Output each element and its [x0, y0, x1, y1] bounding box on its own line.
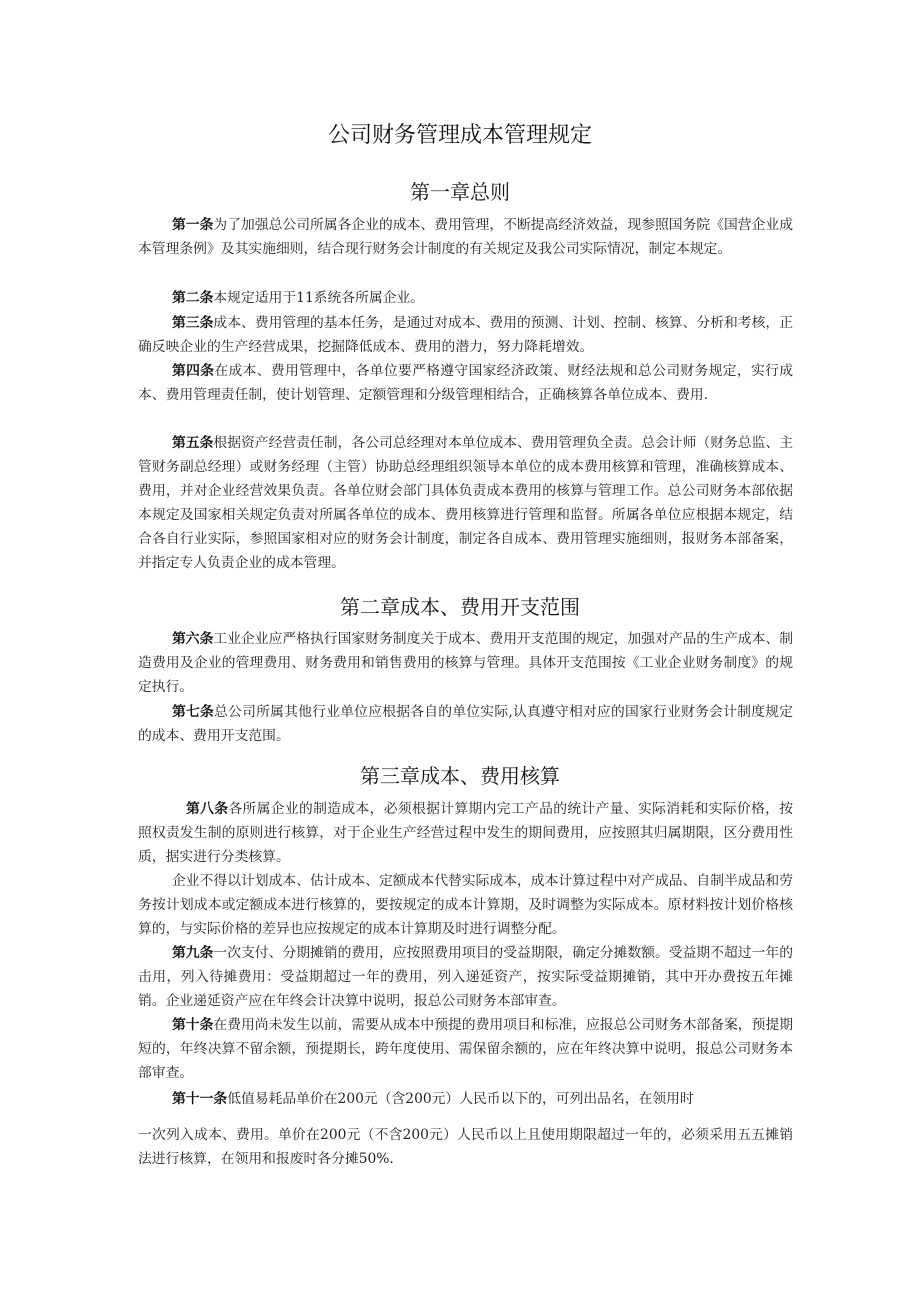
article-11: [138, 1087, 793, 1111]
article-10: [138, 1013, 793, 1085]
article-label: 第二条: [172, 290, 214, 306]
article-6: [138, 627, 793, 699]
article-2: [138, 286, 793, 310]
article-label: 第四条: [172, 363, 215, 379]
chapter-1-heading: 第一章总则: [410, 180, 510, 204]
article-text: 在成本、费用管理中，各单位要严格遵守国家经济政策、财经法规和总公司财务规定，实行成本、费用管理责任制，使计划管理、定额管理和分级管理相结合，正确核算各单位成本、费用.: [138, 363, 794, 403]
article-text: 企业不得以计划成本、估计成本、定额成本代替实际成本，成本计算过程中对产成品、自制半成品和劳务按计划成本或定额成本进行核算的，要按规定的成本计算期，及时调整为实际成本。原材料按计划价格核算的，与实际价格的差异也应按规定的成本计算期及时进行调整分配。: [138, 873, 793, 937]
article-label: 第一条: [172, 217, 214, 233]
article-text: 一次支付、分期摊销的费用，应按照费用项目的受益期限，确定分摊数额。受益期不超过一年的击用，列入待摊费用：受益期超过一年的费用，列入递延资产，按实际受益期摊销，其中开办费按五年摊销。企业递延资产应在年终会计决算中说明，报总公司财务本部审查。: [138, 945, 794, 1009]
article-text: 在费用尚未发生以前，需要从成本中预提的费用项目和标准，应报总公司财务木部备案，预提期短的，年终决算不留余额，预提期长，跨年度使用、需保留余额的，应在年终决算中说明，报总公司财务本部审查。: [138, 1017, 794, 1081]
article-text: 根据资产经营责任制，各公司总经理对本单位成本、费用管理负全责。总会计师（财务总监、主管财务副总经理）或财务经理（主管）协助总经理组织领导本单位的成本费用核算和管理，准确核算成本、费用，并对企业经营效果负责。各单位财会部门具体负责成本费用的核算与管理工作。总公司财务本部依据本规定及国家相关规定负责对所属各单位的成本、费用核算进行管理和监督。所属各单位应根据本规定，结合各自行业实际，参照国家相对应的财务会计制度，制定各自成本、费用管理实施细则，报财务本部备案，并指定专人负责企业的成本管理。: [138, 435, 794, 571]
article-8: [138, 797, 793, 869]
chapter-2-heading: 第二章成本、费用开支范围: [340, 595, 580, 619]
article-label: 第五条: [172, 435, 214, 451]
article-label: 第八条: [186, 801, 229, 817]
article-3: [138, 311, 793, 359]
article-text: 本规定适用于11系统各所属企业。: [213, 290, 425, 306]
article-label: 第十条: [172, 1017, 214, 1033]
article-label: 第三条: [172, 315, 214, 331]
article-text: 一次列入成本、费用。单价在200元（不含200元）人民币以上且使用期限超过一年的，必须采用五五摊销法进行核算，在领用和报废时各分摊50%.: [138, 1127, 793, 1167]
article-1: [138, 213, 793, 261]
article-label: 第九条: [172, 945, 214, 961]
article-9: [138, 941, 793, 1013]
article-text: 低值易耗品单价在200元（含200元）人民币以下的，可列出品名，在领用时: [227, 1091, 694, 1107]
article-text: 总公司所属其他行业单位应根据各自的单位实际,认真遵守相对应的国家行业财务会计制度规定的成本、费用开支范围。: [138, 704, 793, 744]
article-text: 为了加强总公司所属各企业的成本、费用管理，不断提高经济效益，现参照国务院《国营企业成本管理条例》及其实施细则，结合现行财务会计制度的有关规定及我公司实际情况，制定本规定。: [138, 217, 794, 257]
article-4: [138, 359, 793, 407]
article-label: 第七条: [172, 704, 215, 720]
document-title: 公司财务管理成本管理规定: [327, 123, 592, 148]
article-7: [138, 700, 793, 748]
article-5: [138, 431, 793, 575]
article-text: 工业企业应严格执行国家财务制度关于成本、费用开支范围的规定，加强对产品的生产成本、制造费用及企业的管理费用、财务费用和销售费用的核算与管理。具体开支范围按《工业企业财务制度》的规定执行。: [138, 631, 794, 695]
article-8-paragraph-2: [138, 869, 793, 941]
article-text: 各所属企业的制造成本，必须根据计算期内完工产品的统计产量、实际消耗和实际价格，按照权责发生制的原则进行核算，对于企业生产经营过程中发生的期间费用，应按照其归属期限，区分费用性质，据实进行分类核算。: [138, 801, 794, 865]
article-11-continued: [138, 1123, 793, 1171]
article-label: 第十一条: [172, 1091, 228, 1107]
article-label: 第六条: [172, 631, 214, 647]
article-text: 成本、费用管理的基本任务，是通过对成本、费用的预测、计划、控制、核算、分析和考核，正确反映企业的生产经营成果，挖掘降低成本、费用的潜力，努力降耗增效。: [138, 315, 794, 355]
chapter-3-heading: 第三章成本、费用核算: [360, 764, 560, 788]
